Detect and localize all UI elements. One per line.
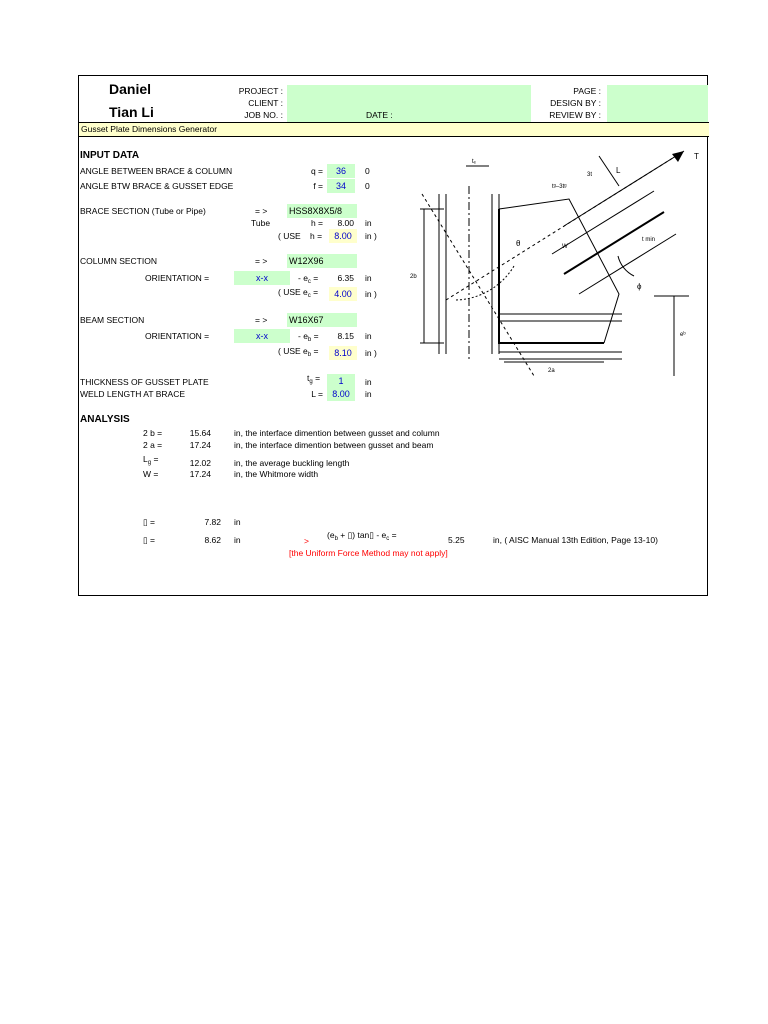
eb-label: eᵇ (680, 332, 686, 338)
design-by-label: DESIGN BY : (550, 98, 601, 108)
sheet-title: Gusset Plate Dimensions Generator (81, 124, 218, 134)
brace-use-symbol: h = (310, 231, 323, 241)
phi-label: ϕ (637, 282, 642, 291)
gusset-edge (499, 209, 604, 343)
analysis-symbol: W = (143, 469, 159, 479)
brace-arrow: = > (255, 206, 268, 216)
project-client-input[interactable] (287, 85, 531, 122)
brace-slot (564, 212, 664, 274)
theta-symbol: q = (310, 166, 323, 176)
theta-arc (456, 266, 514, 300)
brace-h-value: 8.00 (337, 218, 354, 228)
column-use-label: ( USE $e_c$ = (278, 287, 319, 299)
beam-section-select[interactable]: W16X67 (287, 313, 357, 327)
brace-h-symbol: h = (310, 218, 323, 228)
author-name-line1: Daniel (109, 81, 152, 97)
brace-type: Tube (251, 218, 271, 228)
eccentricity-formula-value: 5.25 (448, 535, 465, 545)
gusset-connection-diagram (404, 146, 704, 376)
analysis-heading: ANALYSIS (80, 414, 130, 425)
angle-brace-gusset-label: ANGLE BTW BRACE & GUSSET EDGE (80, 181, 234, 191)
2b-label: 2b (410, 274, 417, 280)
phi-symbol: f = (313, 181, 323, 191)
gusset-thickness-value[interactable]: 1 (327, 374, 355, 388)
weld-length-label: WELD LENGTH AT BRACE (80, 389, 186, 399)
brace-use-unit: in ) (365, 231, 377, 241)
beta-unit: in (234, 535, 241, 545)
alpha-symbol: ▯ = (143, 517, 156, 527)
job-no-label: JOB NO. : (244, 110, 283, 120)
column-use-value[interactable]: 4.00 (329, 287, 357, 301)
brace-use-value[interactable]: 8.00 (329, 229, 357, 243)
brace-use-prefix: ( USE (278, 231, 301, 241)
eccentricity-formula: ($e_b$ + ▯) tan▯ - $e_c$ = (327, 530, 397, 542)
analysis-symbol: $L_g$ = (143, 454, 159, 466)
column-use-unit: in ) (365, 289, 377, 299)
degree-unit: 0 (365, 166, 370, 176)
column-section-label: COLUMN SECTION (80, 256, 157, 266)
phi-arc (618, 256, 634, 276)
beam-eb-value: 8.15 (337, 331, 354, 341)
tc-label: tₑ (472, 159, 476, 165)
beam-eb-unit: in (365, 331, 372, 341)
project-label: PROJECT : (238, 86, 283, 96)
beam-orientation-label: ORIENTATION = (145, 331, 210, 341)
review-by-label: REVIEW BY : (549, 110, 601, 120)
L-label: L (616, 166, 621, 175)
gusset-thickness-label: THICKNESS OF GUSSET PLATE (80, 377, 209, 387)
worksheet (78, 75, 708, 596)
analysis-description: in, the Whitmore width (234, 469, 319, 479)
author-name-line2: Tian Li (109, 104, 154, 120)
2a-label: 2a (548, 368, 555, 374)
client-label: CLIENT : (248, 98, 283, 108)
page-label: PAGE : (573, 86, 601, 96)
alpha-unit: in (234, 517, 241, 527)
analysis-description: in, the interface dimention between gusset and beam (234, 440, 434, 450)
column-ec-value: 6.35 (337, 273, 354, 283)
analysis-description: in, the average buckling length (234, 458, 350, 468)
greater-than-sign: > (304, 536, 309, 546)
brace-section-select[interactable]: HSS8X8X5/8 (287, 204, 357, 218)
gusset-thickness-unit: in (365, 377, 372, 387)
brace-wall-2 (579, 234, 676, 294)
beta-symbol: ▯ = (143, 535, 156, 545)
tmin-label: t min (642, 237, 656, 243)
ufm-warning: [the Uniform Force Method may not apply] (289, 548, 448, 558)
beta-value: 8.62 (204, 535, 221, 545)
analysis-value: 17.24 (189, 440, 211, 450)
whitmore-label: W (562, 244, 568, 250)
column-section-select[interactable]: W12X96 (287, 254, 357, 268)
beam-use-label: ( USE $e_b$ = (278, 346, 319, 358)
title-bar (79, 123, 709, 136)
beam-eb-label: - $e_b$ = (298, 331, 319, 343)
column-orientation-select[interactable]: x-x (234, 271, 290, 285)
date-label: DATE : (366, 110, 393, 120)
beam-section-label: BEAM SECTION (80, 315, 145, 325)
angle-brace-gusset-value[interactable]: 34 (327, 179, 355, 193)
beam-use-value[interactable]: 8.10 (329, 346, 357, 360)
input-heading: INPUT DATA (80, 150, 140, 161)
brace-work-line (422, 194, 539, 376)
degree-unit: 0 (365, 181, 370, 191)
load-arrow-head (672, 151, 684, 162)
alpha-value: 7.82 (204, 517, 221, 527)
column-orientation-label: ORIENTATION = (145, 273, 210, 283)
angle-brace-column-value[interactable]: 36 (327, 164, 355, 178)
analysis-value: 12.02 (189, 458, 211, 468)
weld-length-unit: in (365, 389, 372, 399)
weld-length-symbol: L = (311, 389, 323, 399)
title-divider (79, 136, 709, 137)
theta-label: θ (516, 239, 521, 248)
beam-arrow: = > (255, 315, 268, 325)
analysis-symbol: 2 a = (143, 440, 163, 450)
weld-length-value[interactable]: 8.00 (327, 387, 355, 401)
brace-section-label: BRACE SECTION (Tube or Pipe) (80, 206, 206, 216)
3tg-label: 3t (587, 172, 593, 178)
column-arrow: = > (255, 256, 268, 266)
load-label: T (694, 152, 699, 161)
beam-orientation-select[interactable]: x-x (234, 329, 290, 343)
page-design-input[interactable] (607, 85, 708, 122)
analysis-symbol: 2 b = (143, 428, 163, 438)
aisc-reference: in, ( AISC Manual 13th Edition, Page 13-10) (493, 535, 658, 545)
angle-brace-column-label: ANGLE BETWEEN BRACE & COLUMN (80, 166, 233, 176)
column-ec-unit: in (365, 273, 372, 283)
analysis-description: in, the interface dimention between gusset and column (234, 428, 440, 438)
gusset-thickness-symbol: $t_g$ = (307, 373, 321, 385)
tg-3tg-label: tᵍ–3tᵍ (552, 184, 567, 190)
brace-h-unit: in (365, 218, 372, 228)
analysis-value: 15.64 (189, 428, 211, 438)
beam-use-unit: in ) (365, 348, 377, 358)
analysis-value: 17.24 (189, 469, 211, 479)
column-ec-label: - $e_c$ = (298, 273, 319, 285)
